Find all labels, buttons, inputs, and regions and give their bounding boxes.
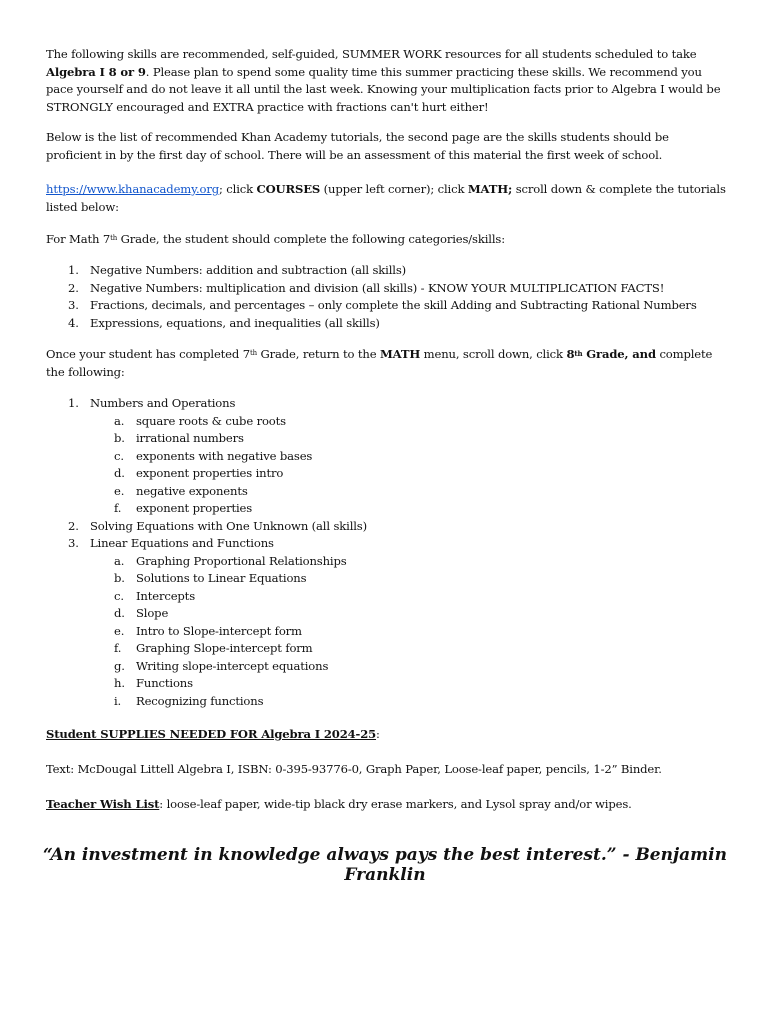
list-number: 4. [68,315,79,330]
sub-list [90,553,726,711]
sub-list-text: Intro to Slope-intercept form [136,623,302,638]
sub-list-letter: i. [114,693,122,708]
math7-post: Grade, the student should complete the following categories/skills: [117,232,505,246]
list-item-text: Solving Equations with One Unknown (all skills) [90,518,367,533]
sub-list-letter: f. [114,641,122,655]
sub-list-letter: f. [114,501,122,515]
once-math-bold: MATH [379,347,421,361]
math7-pre: For Math 7 [46,232,111,246]
sub-list-item [90,430,726,448]
list-item-text: Linear Equations and Functions [90,536,274,550]
sub-list-item [90,448,726,466]
list-item [46,518,726,536]
sub-list-item [90,483,726,501]
once-text-1: Once your student has completed 7 [46,347,250,361]
sub-list-item [90,693,726,711]
intro-paragraph [46,46,726,116]
sub-list-letter: a. [114,553,125,568]
sub-list-letter: b. [114,571,125,585]
grade8-intro-paragraph [46,346,726,381]
list-item [46,535,726,710]
sub-list-text: Recognizing functions [136,693,264,708]
sub-list-letter: g. [114,658,125,673]
sub-list-text: exponent properties intro [136,466,284,480]
sub-list-item [90,465,726,483]
sub-list [90,413,726,518]
once-8: 8 [566,347,575,361]
once-text-2: Grade, return to the [256,347,380,361]
courses-bold: COURSES [256,182,321,196]
intro-course-bold: Algebra I 8 or 9 [46,64,146,79]
once-text-4: complete the following: [46,347,713,379]
list-number: 1. [68,263,79,277]
sub-list-text: Functions [136,676,193,690]
sub-list-letter: b. [114,431,125,445]
sub-list-text: Intercepts [136,588,195,603]
sub-list-letter: d. [114,466,125,480]
khan-text-2: (upper left corner); click [320,182,468,196]
sub-list-letter: e. [114,623,125,638]
supplies-colon: : [376,727,380,741]
sub-list-text: Slope [136,606,169,620]
once-sup-2: th [574,349,583,358]
list-item [46,262,726,280]
once-text-3: menu, scroll down, click [420,347,567,361]
once-grade8-bold [566,347,655,361]
once-grade-and: Grade, and [582,347,656,361]
list-number: 3. [68,536,79,550]
khan-intro-paragraph: Below is the list of recommended Khan Academy tutorials, the second page are the skills students should be proficient in by the first day of school. There will be an assessment of this material the first week of school. [46,130,669,162]
list-item-text: Fractions, decimals, and percentages – only complete the skill Adding and Subtracting Rational Numbers [90,298,697,312]
sub-list-text: Writing slope-intercept equations [136,658,329,673]
sub-list-letter: c. [114,588,124,603]
list-item-text: Negative Numbers: addition and subtraction (all skills) [90,263,407,277]
grade8-skill-list [46,395,726,710]
khan-text-1: ; click [219,182,257,196]
sub-list-item [90,500,726,518]
sub-list-letter: a. [114,413,125,428]
sub-list-text: Graphing Proportional Relationships [136,553,347,568]
wish-list-line [46,796,726,814]
math7-skill-list [46,262,726,332]
sub-list-text: square roots & cube roots [136,413,286,428]
list-number: 3. [68,298,79,312]
intro-text-2: . Please plan to spend some quality time this summer practicing these skills. We recommend you pace yourself and do not leave it all until the last week. Knowing your multiplication facts prior to Algebra I would be STRONGLY encouraged and EXTRA practice with fractions can't hurt either! [46,64,721,114]
sub-list-letter: e. [114,483,125,498]
sub-list-item [90,588,726,606]
list-item [46,297,726,315]
sub-list-item [90,675,726,693]
khan-academy-link[interactable]: https://www.khanacademy.org [46,182,220,196]
list-number: 2. [68,518,79,533]
list-item-text: Expressions, equations, and inequalities (all skills) [90,315,380,330]
franklin-quote: “An investment in knowledge always pays the best interest.” - Benjamin Franklin [43,845,727,885]
sub-list-text: irrational numbers [136,431,244,445]
sub-list-item [90,640,726,658]
once-sup-1: th [249,349,257,357]
wish-list-text: : loose-leaf paper, wide-tip black dry erase markers, and Lysol spray and/or wipes. [159,797,632,811]
sub-list-letter: d. [114,606,125,620]
list-number: 1. [68,396,79,410]
supplies-heading: Student SUPPLIES NEEDED FOR Algebra I 2024-25 [46,727,377,741]
list-item-text: Numbers and Operations [90,396,236,410]
sub-list-item [90,553,726,571]
supplies-heading-line [46,726,726,744]
list-item [46,395,726,518]
math7-intro [46,231,726,249]
sub-list-letter: c. [114,448,124,463]
math-bold: MATH; [467,182,513,196]
sub-list-item [90,623,726,641]
list-number: 2. [68,280,79,295]
sub-list-text: Solutions to Linear Equations [136,571,307,585]
wish-list-heading: Teacher Wish List [46,797,160,811]
list-item [46,315,726,333]
sub-list-item [90,658,726,676]
sub-list-text: negative exponents [136,483,248,498]
intro-text-1: The following skills are recommended, self-guided, SUMMER WORK resources for all students scheduled to take [46,47,697,61]
khan-text-3: scroll down & complete the tutorials listed below: [46,182,726,214]
math7-sup: th [110,234,118,242]
sub-list-text: exponents with negative bases [136,448,313,463]
list-item-text: Negative Numbers: multiplication and division (all skills) - KNOW YOUR MULTIPLICATION FACTS! [90,280,665,295]
list-item [46,280,726,298]
sub-list-item [90,605,726,623]
supplies-text: Text: McDougal Littell Algebra I, ISBN: 0-395-93776-0, Graph Paper, Loose-leaf paper, pencils, 1-2” Binder. [46,762,662,776]
sub-list-item [90,413,726,431]
sub-list-letter: h. [114,676,125,690]
khan-instructions-paragraph [46,181,726,216]
sub-list-text: exponent properties [136,501,253,515]
sub-list-item [90,570,726,588]
sub-list-text: Graphing Slope-intercept form [136,641,313,655]
